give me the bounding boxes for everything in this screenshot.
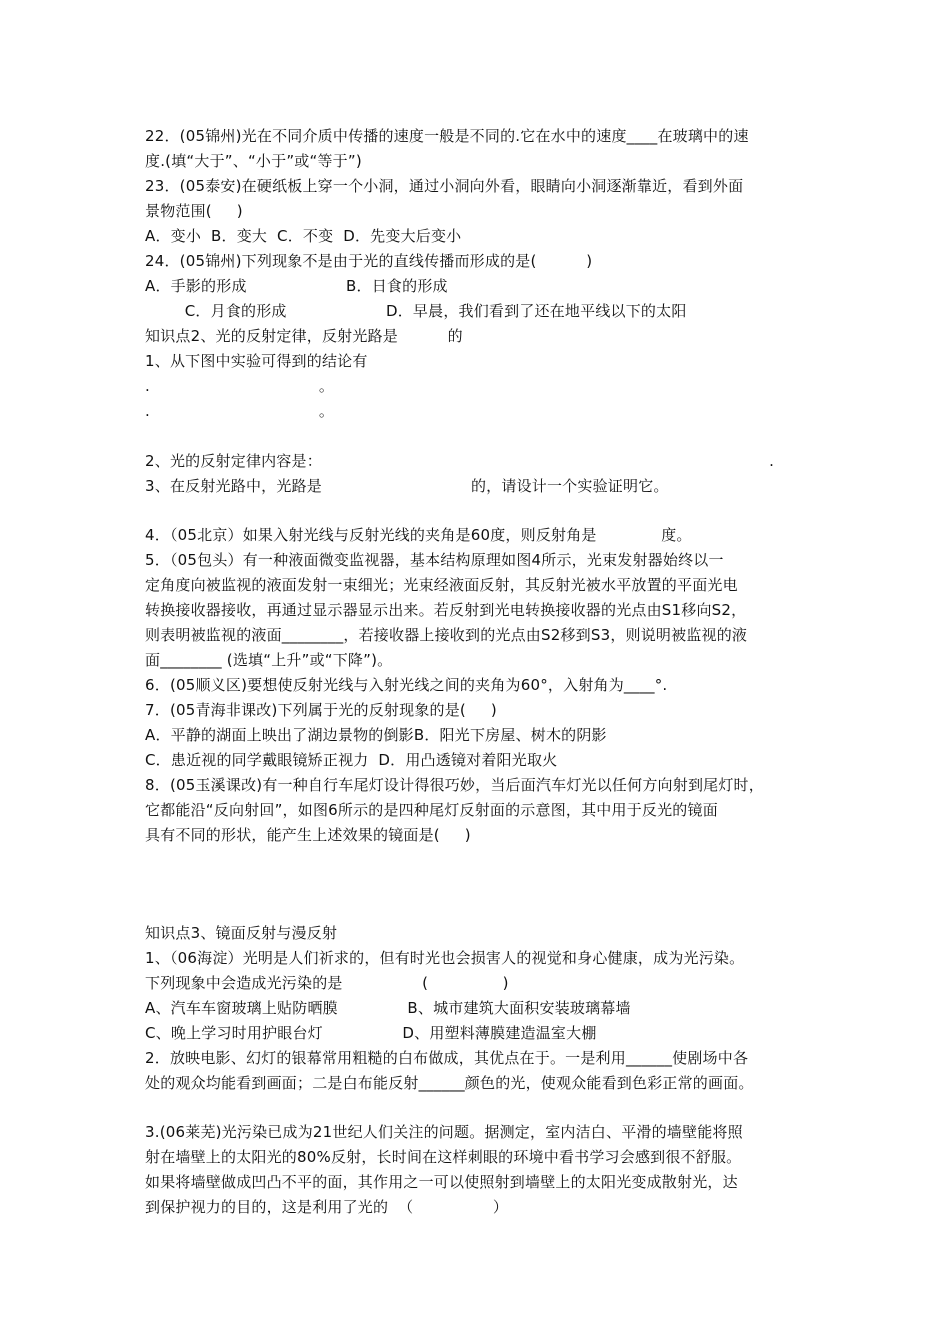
s2-blank-1: . 。 [145,377,335,395]
s2-q7: 7．(05青海非课改)下列属于光的反射现象的是( ) [145,701,497,719]
q23-line-2: 景物范围( ) [145,202,243,220]
s2-q6: 6．(05顺义区)要想使反射光线与入射光线之间的夹角为60°，入射角为____°. [145,676,668,694]
q22-line-2: 度.(填“大于”、“小于”或“等于”) [145,152,362,170]
s2-q4: 4．（05北京）如果入射光线与反射光线的夹角是60度，则反射角是 度。 [145,526,692,544]
s2-q7-options-ab: A．平静的湖面上映出了湖边景物的倒影B．阳光下房屋、树木的阴影 [145,726,607,744]
s2-q8-line-1: 8．(05玉溪课改)有一种自行车尾灯设计得很巧妙，当后面汽车灯光以任何方向射到尾灯时， [145,776,764,794]
s2-q8-line-3: 具有不同的形状，能产生上述效果的镜面是( ) [145,826,471,844]
s3-q1-line-2: 下列现象中会造成光污染的是 ( ) [145,974,509,992]
q24-line-1: 24．(05锦州)下列现象不是由于光的直线传播而形成的是( ) [145,252,593,270]
s3-q3-line-1: 3.(06莱芜)光污染已成为21世纪人们关注的问题。据测定，室内洁白、平滑的墙壁能将照 [145,1123,743,1141]
s3-q1-line-1: 1、（06海淀）光明是人们祈求的，但有时光也会损害人的视觉和身心健康，成为光污染。 [145,949,745,967]
s2-item-2: 2、光的反射定律内容是： . [145,452,775,470]
s2-q5-line-1: 5．（05包头）有一种液面微变监视器，基本结构原理如图4所示，光束发射器始终以一 [145,551,724,569]
section-3-heading: 知识点3、镜面反射与漫反射 [145,924,338,942]
s2-q5-line-3: 转换接收器接收，再通过显示器显示出来。若反射到光电转换接收器的光点由S1移向S2， [145,601,747,619]
s3-q2-line-2: 处的观众均能看到画面；二是白布能反射______颜色的光，使观众能看到色彩正常的画面。 [145,1074,754,1092]
s3-q3-line-3: 如果将墙壁做成凹凸不平的面，其作用之一可以使照射到墙壁上的太阳光变成散射光，达 [145,1173,738,1191]
q23-options: A．变小 B．变大 C．不变 D．先变大后变小 [145,227,462,245]
s2-q8-line-2: 它都能沿“反向射回”，如图6所示的是四种尾灯反射面的示意图，其中用于反光的镜面 [145,801,718,819]
s2-q7-options-cd: C．患近视的同学戴眼镜矫正视力 D．用凸透镜对着阳光取火 [145,751,558,769]
s2-blank-2: . 。 [145,402,335,420]
s3-q3-line-4: 到保护视力的目的，这是利用了光的 （ ） [145,1198,509,1216]
s2-q5-line-4: 则表明被监视的液面________，若接收器上接收到的光点由S2移到S3，则说明被监视的液 [145,626,748,644]
s2-q5-line-2: 定角度向被监视的液面发射一束细光；光束经液面反射，其反射光被水平放置的平面光电 [145,576,738,594]
s3-q3-line-2: 射在墙壁上的太阳光的80%反射，长时间在这样刺眼的环境中看书学习会感到很不舒服。 [145,1148,742,1166]
s2-q5-line-5: 面________ (选填“上升”或“下降”)。 [145,651,393,669]
s2-item-1: 1、从下图中实验可得到的结论有 [145,352,368,370]
s3-q1-options-cd: C、晚上学习时用护眼台灯 D、用塑料薄膜建造温室大棚 [145,1024,597,1042]
s3-q1-options-ab: A、汽车车窗玻璃上贴防晒膜 B、城市建筑大面积安装玻璃幕墙 [145,999,631,1017]
s3-q2-line-1: 2．放映电影、幻灯的银幕常用粗糙的白布做成，其优点在于。一是利用______使剧场中各 [145,1049,749,1067]
s2-item-3: 3、在反射光路中，光路是 的，请设计一个实验证明它。 [145,477,669,495]
q24-options-cd: C．月食的形成 D．早晨，我们看到了还在地平线以下的太阳 [145,302,687,320]
q23-line-1: 23．(05泰安)在硬纸板上穿一个小洞，通过小洞向外看，眼睛向小洞逐渐靠近，看到外面 [145,177,744,195]
q24-options-ab: A．手影的形成 B．日食的形成 [145,277,448,295]
q22-line-1: 22．(05锦州)光在不同介质中传播的速度一般是不同的.它在水中的速度____在玻璃中的速 [145,127,749,145]
section-2-heading: 知识点2、光的反射定律，反射光路是 的 [145,327,463,345]
